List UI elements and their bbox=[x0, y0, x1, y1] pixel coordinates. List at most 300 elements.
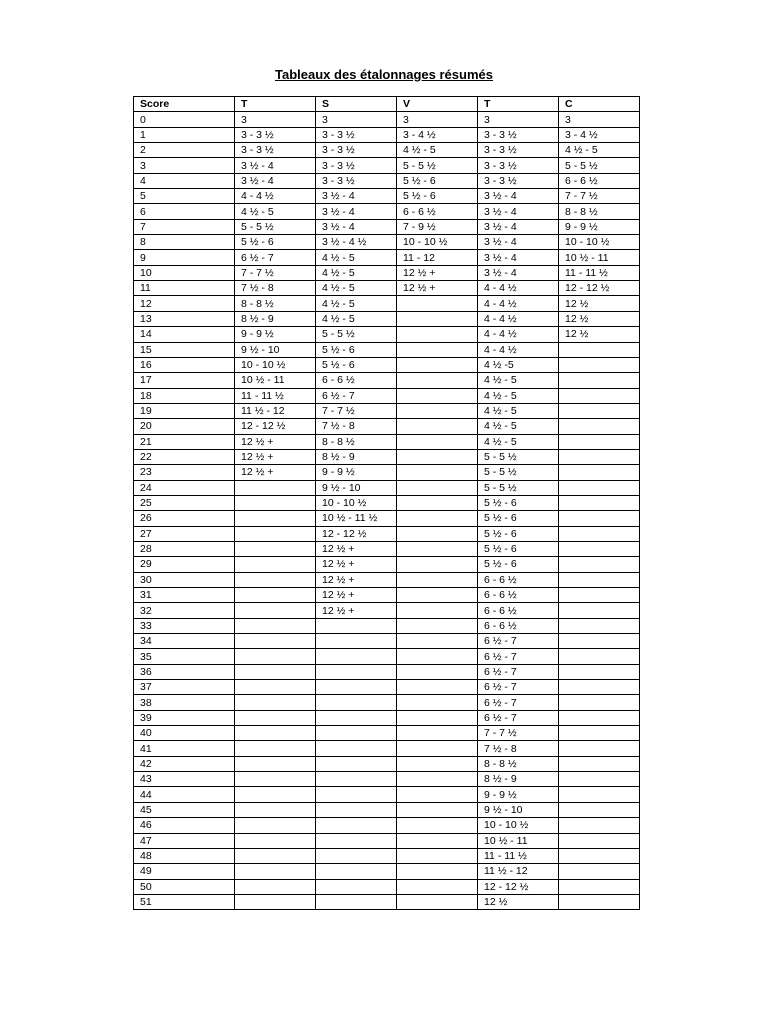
value-cell bbox=[397, 818, 478, 833]
table-row bbox=[134, 634, 640, 649]
value-cell: 6 - 6 ½ bbox=[559, 173, 640, 188]
value-cell bbox=[316, 879, 397, 894]
value-cell: 7 - 7 ½ bbox=[316, 403, 397, 418]
value-cell: 3 - 4 ½ bbox=[559, 127, 640, 142]
value-cell: 9 ½ - 10 bbox=[478, 802, 559, 817]
value-cell bbox=[235, 511, 316, 526]
value-cell bbox=[316, 864, 397, 879]
header-cell-c: C bbox=[559, 97, 640, 112]
value-cell bbox=[397, 480, 478, 495]
value-cell: 11 - 11 ½ bbox=[235, 388, 316, 403]
value-cell: 3 ½ - 4 bbox=[478, 219, 559, 234]
value-cell bbox=[559, 572, 640, 587]
value-cell bbox=[397, 618, 478, 633]
value-cell bbox=[397, 311, 478, 326]
value-cell bbox=[559, 680, 640, 695]
value-cell: 12 ½ bbox=[559, 327, 640, 342]
score-cell: 48 bbox=[134, 848, 235, 863]
value-cell: 3 - 3 ½ bbox=[478, 143, 559, 158]
value-cell bbox=[235, 818, 316, 833]
value-cell: 8 ½ - 9 bbox=[478, 772, 559, 787]
value-cell: 5 ½ - 6 bbox=[235, 235, 316, 250]
table-row bbox=[134, 511, 640, 526]
score-cell: 35 bbox=[134, 649, 235, 664]
value-cell bbox=[235, 634, 316, 649]
value-cell: 7 ½ - 8 bbox=[478, 741, 559, 756]
score-cell: 31 bbox=[134, 588, 235, 603]
header-cell-t2: T bbox=[478, 97, 559, 112]
table-row bbox=[134, 557, 640, 572]
value-cell bbox=[397, 373, 478, 388]
value-cell bbox=[235, 848, 316, 863]
value-cell bbox=[559, 802, 640, 817]
table-row bbox=[134, 726, 640, 741]
score-cell: 44 bbox=[134, 787, 235, 802]
table-row bbox=[134, 680, 640, 695]
table-row bbox=[134, 741, 640, 756]
value-cell: 6 - 6 ½ bbox=[478, 588, 559, 603]
table-row bbox=[134, 772, 640, 787]
score-cell: 47 bbox=[134, 833, 235, 848]
value-cell: 5 - 5 ½ bbox=[478, 480, 559, 495]
value-cell: 12 ½ bbox=[559, 311, 640, 326]
value-cell: 3 - 3 ½ bbox=[316, 143, 397, 158]
score-cell: 46 bbox=[134, 818, 235, 833]
value-cell: 4 ½ - 5 bbox=[316, 250, 397, 265]
score-cell: 37 bbox=[134, 680, 235, 695]
calibration-table bbox=[133, 96, 640, 910]
value-cell bbox=[316, 848, 397, 863]
score-cell: 18 bbox=[134, 388, 235, 403]
table-row bbox=[134, 158, 640, 173]
value-cell: 4 ½ - 5 bbox=[478, 388, 559, 403]
value-cell: 3 - 4 ½ bbox=[397, 127, 478, 142]
value-cell bbox=[397, 772, 478, 787]
value-cell bbox=[397, 664, 478, 679]
value-cell: 3 - 3 ½ bbox=[316, 173, 397, 188]
value-cell bbox=[397, 572, 478, 587]
value-cell: 3 bbox=[235, 112, 316, 127]
score-cell: 49 bbox=[134, 864, 235, 879]
table-row bbox=[134, 618, 640, 633]
value-cell: 3 - 3 ½ bbox=[316, 158, 397, 173]
value-cell: 3 - 3 ½ bbox=[316, 127, 397, 142]
value-cell: 3 - 3 ½ bbox=[478, 127, 559, 142]
value-cell: 8 - 8 ½ bbox=[559, 204, 640, 219]
value-cell: 4 ½ - 5 bbox=[478, 373, 559, 388]
table-row bbox=[134, 388, 640, 403]
value-cell bbox=[397, 726, 478, 741]
value-cell bbox=[559, 603, 640, 618]
table-row bbox=[134, 572, 640, 587]
score-cell: 38 bbox=[134, 695, 235, 710]
value-cell: 5 - 5 ½ bbox=[478, 465, 559, 480]
value-cell: 12 - 12 ½ bbox=[478, 879, 559, 894]
value-cell bbox=[235, 787, 316, 802]
value-cell: 6 ½ - 7 bbox=[478, 680, 559, 695]
table-row bbox=[134, 419, 640, 434]
score-cell: 2 bbox=[134, 143, 235, 158]
value-cell: 4 - 4 ½ bbox=[478, 311, 559, 326]
value-cell: 3 bbox=[478, 112, 559, 127]
value-cell: 5 ½ - 6 bbox=[478, 495, 559, 510]
table-row bbox=[134, 342, 640, 357]
score-cell: 7 bbox=[134, 219, 235, 234]
value-cell: 3 ½ - 4 bbox=[478, 189, 559, 204]
value-cell: 10 ½ - 11 bbox=[235, 373, 316, 388]
value-cell: 12 ½ + bbox=[235, 465, 316, 480]
value-cell: 7 - 7 ½ bbox=[235, 265, 316, 280]
value-cell: 5 - 5 ½ bbox=[316, 327, 397, 342]
value-cell: 4 ½ - 5 bbox=[478, 419, 559, 434]
value-cell bbox=[316, 710, 397, 725]
value-cell: 12 ½ + bbox=[316, 572, 397, 587]
value-cell: 6 - 6 ½ bbox=[397, 204, 478, 219]
table-row bbox=[134, 787, 640, 802]
value-cell: 5 ½ - 6 bbox=[397, 189, 478, 204]
value-cell: 6 ½ - 7 bbox=[235, 250, 316, 265]
value-cell: 11 - 11 ½ bbox=[559, 265, 640, 280]
value-cell: 9 - 9 ½ bbox=[235, 327, 316, 342]
score-cell: 34 bbox=[134, 634, 235, 649]
value-cell bbox=[316, 741, 397, 756]
table-row bbox=[134, 894, 640, 909]
value-cell bbox=[397, 680, 478, 695]
value-cell bbox=[316, 894, 397, 909]
value-cell: 4 ½ - 5 bbox=[316, 265, 397, 280]
value-cell: 5 - 5 ½ bbox=[559, 158, 640, 173]
value-cell bbox=[559, 342, 640, 357]
value-cell: 4 ½ - 5 bbox=[316, 311, 397, 326]
value-cell bbox=[559, 541, 640, 556]
value-cell bbox=[235, 695, 316, 710]
value-cell bbox=[559, 557, 640, 572]
value-cell bbox=[235, 772, 316, 787]
value-cell: 12 - 12 ½ bbox=[235, 419, 316, 434]
score-cell: 50 bbox=[134, 879, 235, 894]
value-cell: 7 - 9 ½ bbox=[397, 219, 478, 234]
score-cell: 3 bbox=[134, 158, 235, 173]
value-cell bbox=[235, 864, 316, 879]
value-cell bbox=[559, 526, 640, 541]
table-row bbox=[134, 526, 640, 541]
value-cell: 3 ½ - 4 bbox=[478, 250, 559, 265]
value-cell: 4 - 4 ½ bbox=[478, 342, 559, 357]
table-row bbox=[134, 649, 640, 664]
value-cell: 5 ½ - 6 bbox=[397, 173, 478, 188]
value-cell bbox=[316, 695, 397, 710]
value-cell bbox=[397, 603, 478, 618]
table-row bbox=[134, 879, 640, 894]
table-row bbox=[134, 695, 640, 710]
score-cell: 43 bbox=[134, 772, 235, 787]
value-cell bbox=[397, 634, 478, 649]
value-cell bbox=[235, 649, 316, 664]
value-cell: 9 ½ - 10 bbox=[235, 342, 316, 357]
table-row bbox=[134, 189, 640, 204]
value-cell: 4 ½ - 5 bbox=[235, 204, 316, 219]
value-cell bbox=[397, 557, 478, 572]
value-cell bbox=[559, 894, 640, 909]
value-cell: 5 ½ - 6 bbox=[478, 541, 559, 556]
value-cell bbox=[235, 833, 316, 848]
value-cell: 12 ½ + bbox=[397, 281, 478, 296]
value-cell bbox=[235, 480, 316, 495]
value-cell: 5 ½ - 6 bbox=[316, 357, 397, 372]
value-cell: 12 ½ + bbox=[235, 434, 316, 449]
value-cell: 12 ½ bbox=[559, 296, 640, 311]
value-cell bbox=[559, 495, 640, 510]
score-cell: 9 bbox=[134, 250, 235, 265]
score-cell: 30 bbox=[134, 572, 235, 587]
value-cell bbox=[559, 787, 640, 802]
value-cell: 5 ½ - 6 bbox=[478, 511, 559, 526]
table-row bbox=[134, 434, 640, 449]
value-cell bbox=[397, 388, 478, 403]
value-cell bbox=[316, 802, 397, 817]
score-cell: 19 bbox=[134, 403, 235, 418]
value-cell: 12 ½ + bbox=[397, 265, 478, 280]
value-cell: 12 ½ + bbox=[316, 541, 397, 556]
value-cell: 11 - 12 bbox=[397, 250, 478, 265]
value-cell: 11 ½ - 12 bbox=[235, 403, 316, 418]
value-cell: 4 - 4 ½ bbox=[478, 281, 559, 296]
value-cell: 8 - 8 ½ bbox=[478, 756, 559, 771]
value-cell: 5 ½ - 6 bbox=[478, 557, 559, 572]
table-row bbox=[134, 465, 640, 480]
score-cell: 20 bbox=[134, 419, 235, 434]
score-cell: 6 bbox=[134, 204, 235, 219]
table-row bbox=[134, 327, 640, 342]
value-cell bbox=[235, 557, 316, 572]
score-cell: 4 bbox=[134, 173, 235, 188]
score-cell: 15 bbox=[134, 342, 235, 357]
value-cell: 12 ½ + bbox=[316, 603, 397, 618]
value-cell bbox=[559, 634, 640, 649]
value-cell: 6 ½ - 7 bbox=[478, 649, 559, 664]
value-cell: 3 ½ - 4 bbox=[316, 219, 397, 234]
value-cell bbox=[397, 879, 478, 894]
value-cell bbox=[559, 388, 640, 403]
value-cell bbox=[559, 373, 640, 388]
value-cell: 4 ½ - 5 bbox=[316, 281, 397, 296]
value-cell bbox=[316, 634, 397, 649]
value-cell bbox=[397, 864, 478, 879]
value-cell bbox=[397, 787, 478, 802]
value-cell: 10 ½ - 11 bbox=[559, 250, 640, 265]
table-row bbox=[134, 281, 640, 296]
value-cell: 3 - 3 ½ bbox=[235, 143, 316, 158]
value-cell bbox=[559, 588, 640, 603]
table-row bbox=[134, 143, 640, 158]
value-cell bbox=[397, 419, 478, 434]
value-cell: 3 - 3 ½ bbox=[478, 158, 559, 173]
value-cell bbox=[316, 726, 397, 741]
value-cell bbox=[559, 695, 640, 710]
table-row bbox=[134, 710, 640, 725]
score-cell: 10 bbox=[134, 265, 235, 280]
value-cell: 4 ½ - 5 bbox=[478, 434, 559, 449]
value-cell bbox=[235, 802, 316, 817]
score-cell: 25 bbox=[134, 495, 235, 510]
value-cell bbox=[397, 342, 478, 357]
value-cell bbox=[559, 618, 640, 633]
table-row bbox=[134, 833, 640, 848]
value-cell: 9 ½ - 10 bbox=[316, 480, 397, 495]
value-cell: 9 - 9 ½ bbox=[559, 219, 640, 234]
score-cell: 14 bbox=[134, 327, 235, 342]
score-cell: 12 bbox=[134, 296, 235, 311]
value-cell bbox=[316, 772, 397, 787]
value-cell: 10 - 10 ½ bbox=[397, 235, 478, 250]
table-row bbox=[134, 480, 640, 495]
value-cell: 7 - 7 ½ bbox=[559, 189, 640, 204]
value-cell: 6 - 6 ½ bbox=[316, 373, 397, 388]
value-cell bbox=[559, 741, 640, 756]
value-cell bbox=[559, 403, 640, 418]
score-cell: 33 bbox=[134, 618, 235, 633]
value-cell bbox=[559, 480, 640, 495]
score-cell: 41 bbox=[134, 741, 235, 756]
value-cell: 9 - 9 ½ bbox=[478, 787, 559, 802]
value-cell bbox=[559, 434, 640, 449]
value-cell: 4 - 4 ½ bbox=[478, 327, 559, 342]
value-cell bbox=[397, 526, 478, 541]
value-cell bbox=[559, 465, 640, 480]
value-cell bbox=[235, 741, 316, 756]
score-cell: 36 bbox=[134, 664, 235, 679]
table-body bbox=[134, 97, 640, 910]
score-cell: 51 bbox=[134, 894, 235, 909]
value-cell: 8 ½ - 9 bbox=[235, 311, 316, 326]
value-cell bbox=[397, 495, 478, 510]
value-cell: 7 ½ - 8 bbox=[235, 281, 316, 296]
score-cell: 28 bbox=[134, 541, 235, 556]
score-cell: 42 bbox=[134, 756, 235, 771]
value-cell bbox=[559, 419, 640, 434]
value-cell: 10 - 10 ½ bbox=[235, 357, 316, 372]
value-cell bbox=[559, 449, 640, 464]
table-row bbox=[134, 495, 640, 510]
table-row bbox=[134, 373, 640, 388]
value-cell bbox=[397, 649, 478, 664]
table-row bbox=[134, 265, 640, 280]
table-row bbox=[134, 802, 640, 817]
value-cell bbox=[559, 772, 640, 787]
score-cell: 5 bbox=[134, 189, 235, 204]
score-cell: 22 bbox=[134, 449, 235, 464]
value-cell: 3 - 3 ½ bbox=[235, 127, 316, 142]
value-cell bbox=[397, 296, 478, 311]
value-cell: 11 ½ - 12 bbox=[478, 864, 559, 879]
value-cell bbox=[397, 833, 478, 848]
table-row bbox=[134, 127, 640, 142]
value-cell: 3 bbox=[316, 112, 397, 127]
header-cell-score: Score bbox=[134, 97, 235, 112]
value-cell: 6 - 6 ½ bbox=[478, 603, 559, 618]
value-cell: 8 - 8 ½ bbox=[235, 296, 316, 311]
value-cell: 3 ½ - 4 bbox=[316, 189, 397, 204]
value-cell: 5 ½ - 6 bbox=[316, 342, 397, 357]
value-cell bbox=[235, 603, 316, 618]
value-cell: 5 ½ - 6 bbox=[478, 526, 559, 541]
value-cell bbox=[397, 465, 478, 480]
score-cell: 8 bbox=[134, 235, 235, 250]
score-cell: 17 bbox=[134, 373, 235, 388]
value-cell bbox=[397, 588, 478, 603]
value-cell: 3 ½ - 4 bbox=[235, 173, 316, 188]
value-cell bbox=[316, 618, 397, 633]
value-cell bbox=[559, 818, 640, 833]
document-title: Tableaux des étalonnages résumés bbox=[275, 67, 493, 82]
value-cell: 6 - 6 ½ bbox=[478, 572, 559, 587]
value-cell: 6 ½ - 7 bbox=[478, 710, 559, 725]
value-cell bbox=[316, 680, 397, 695]
value-cell: 12 - 12 ½ bbox=[559, 281, 640, 296]
value-cell: 3 bbox=[559, 112, 640, 127]
score-cell: 21 bbox=[134, 434, 235, 449]
value-cell: 6 ½ - 7 bbox=[478, 634, 559, 649]
value-cell bbox=[235, 526, 316, 541]
value-cell bbox=[397, 449, 478, 464]
value-cell bbox=[397, 357, 478, 372]
value-cell bbox=[559, 833, 640, 848]
value-cell bbox=[316, 833, 397, 848]
value-cell: 3 ½ - 4 bbox=[478, 204, 559, 219]
score-cell: 11 bbox=[134, 281, 235, 296]
value-cell bbox=[235, 572, 316, 587]
score-cell: 16 bbox=[134, 357, 235, 372]
value-cell: 12 ½ + bbox=[316, 588, 397, 603]
value-cell: 10 - 10 ½ bbox=[559, 235, 640, 250]
value-cell bbox=[397, 511, 478, 526]
table-row bbox=[134, 357, 640, 372]
value-cell bbox=[397, 403, 478, 418]
score-cell: 0 bbox=[134, 112, 235, 127]
score-cell: 40 bbox=[134, 726, 235, 741]
value-cell: 8 - 8 ½ bbox=[316, 434, 397, 449]
value-cell bbox=[559, 879, 640, 894]
value-cell bbox=[235, 710, 316, 725]
value-cell: 3 ½ - 4 bbox=[478, 265, 559, 280]
header-cell-v: V bbox=[397, 97, 478, 112]
table-row bbox=[134, 449, 640, 464]
value-cell: 7 - 7 ½ bbox=[478, 726, 559, 741]
value-cell: 12 - 12 ½ bbox=[316, 526, 397, 541]
value-cell bbox=[235, 618, 316, 633]
value-cell: 10 - 10 ½ bbox=[316, 495, 397, 510]
value-cell bbox=[397, 541, 478, 556]
value-cell bbox=[559, 357, 640, 372]
header-cell-t: T bbox=[235, 97, 316, 112]
value-cell: 4 ½ - 5 bbox=[559, 143, 640, 158]
table-row bbox=[134, 588, 640, 603]
table-row bbox=[134, 848, 640, 863]
value-cell: 11 - 11 ½ bbox=[478, 848, 559, 863]
value-cell bbox=[235, 680, 316, 695]
value-cell bbox=[235, 495, 316, 510]
value-cell bbox=[316, 787, 397, 802]
value-cell: 10 ½ - 11 ½ bbox=[316, 511, 397, 526]
value-cell bbox=[316, 649, 397, 664]
table-row bbox=[134, 219, 640, 234]
value-cell: 3 ½ - 4 bbox=[478, 235, 559, 250]
value-cell: 7 ½ - 8 bbox=[316, 419, 397, 434]
value-cell: 4 - 4 ½ bbox=[478, 296, 559, 311]
table-row bbox=[134, 541, 640, 556]
value-cell: 4 - 4 ½ bbox=[235, 189, 316, 204]
value-cell: 10 ½ - 11 bbox=[478, 833, 559, 848]
